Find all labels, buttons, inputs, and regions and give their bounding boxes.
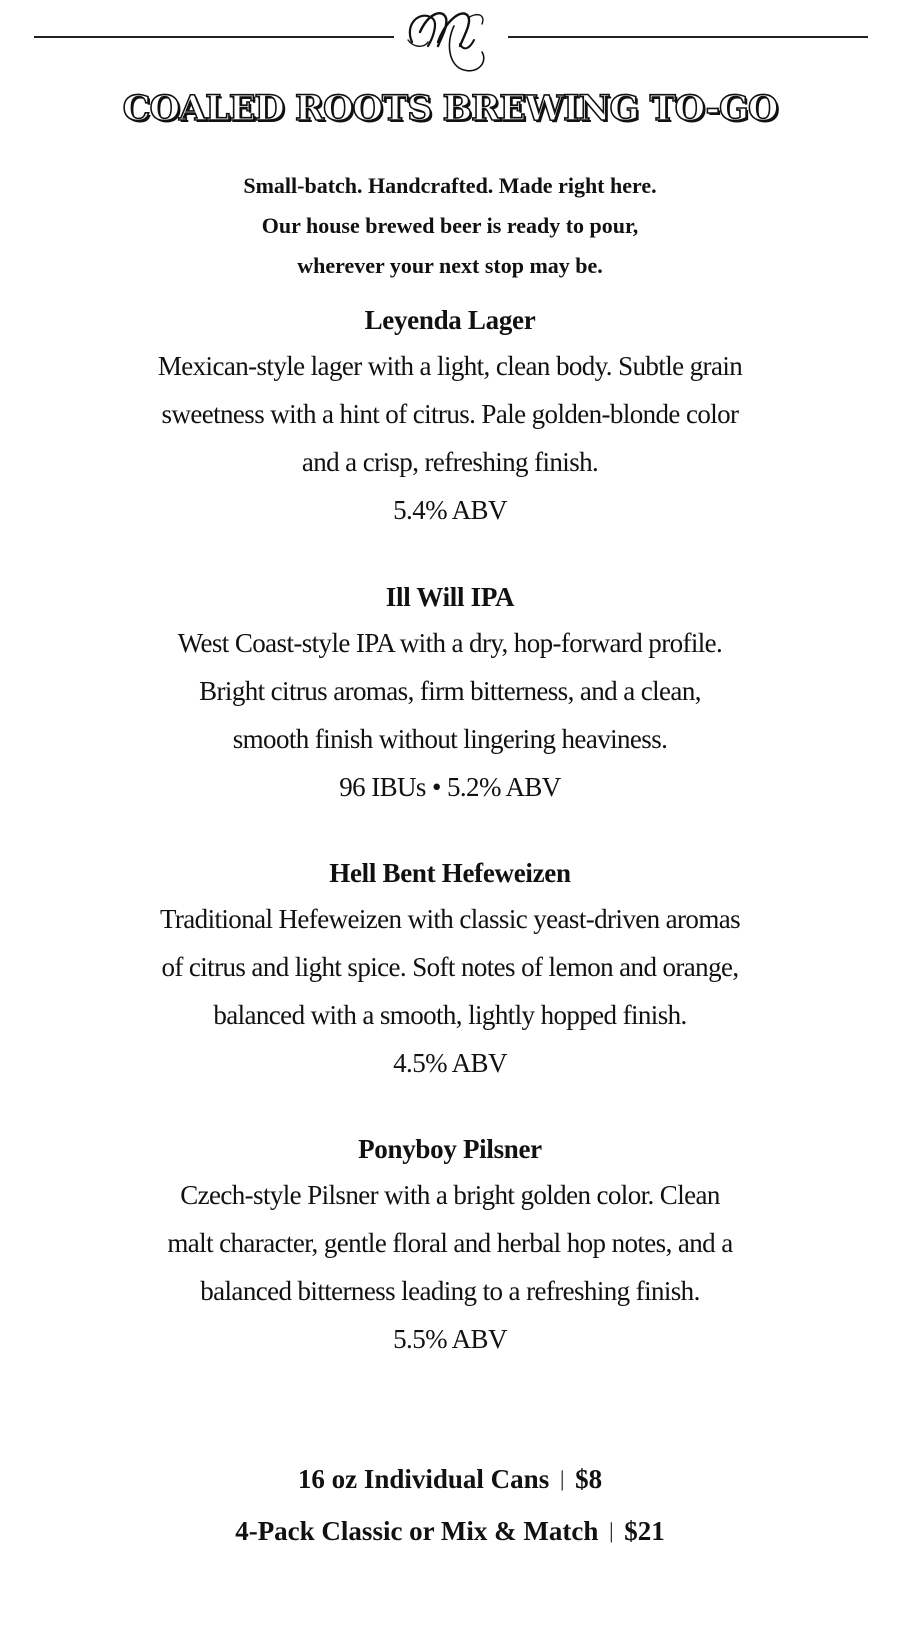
beer-description-line: balanced bitterness leading to a refreshing finish.: [200, 1276, 700, 1306]
price-separator: |: [609, 1518, 614, 1543]
beer-stats: 5.5% ABV: [393, 1324, 507, 1354]
price-value: $8: [575, 1464, 603, 1494]
beer-name: Ill Will IPA: [385, 582, 515, 612]
beer-stats: 4.5% ABV: [393, 1048, 507, 1078]
beer-description-line: West Coast-style IPA with a dry, hop-forward profile.: [177, 628, 723, 658]
divider-right: [508, 36, 868, 38]
beer-stats: 96 IBUs • 5.2% ABV: [339, 772, 561, 802]
beer-item-ponyboy-pilsner: [0, 1127, 900, 1363]
beer-description-line: balanced with a smooth, lightly hopped finish.: [213, 1000, 687, 1030]
beer-description-line: sweetness with a hint of citrus. Pale golden-blonde color: [161, 399, 739, 429]
beer-description-line: Mexican-style lager with a light, clean body. Subtle grain: [157, 351, 743, 381]
beer-description-line: Bright citrus aromas, firm bitterness, and a clean,: [199, 676, 701, 706]
beer-name: Ponyboy Pilsner: [358, 1134, 542, 1164]
divider-left: [34, 36, 394, 38]
beer-description-line: Traditional Hefeweizen with classic yeast-driven aromas: [159, 904, 741, 934]
beer-description-line: of citrus and light spice. Soft notes of lemon and orange,: [161, 952, 739, 982]
monogram-header: [0, 0, 900, 80]
beer-stats: 5.4% ABV: [393, 495, 507, 525]
intro-text: [0, 166, 900, 286]
beer-item-leyenda-lager: [0, 298, 900, 534]
beer-description-line: and a crisp, refreshing finish.: [301, 447, 599, 477]
intro-line: Small-batch. Handcrafted. Made right here.: [243, 173, 657, 198]
price-label: 16 oz Individual Cans: [297, 1464, 550, 1494]
price-separator: |: [559, 1466, 565, 1491]
pricing-section: [0, 1454, 900, 1558]
page-title: COALED ROOTS BREWING TO-GO: [122, 88, 778, 129]
beer-name: Hell Bent Hefeweizen: [329, 858, 571, 888]
price-line-cans: [0, 1454, 900, 1506]
beer-name: Leyenda Lager: [364, 305, 536, 335]
price-line-four-pack: [0, 1506, 900, 1558]
intro-line: Our house brewed beer is ready to pour,: [261, 213, 639, 238]
price-label: 4-Pack Classic or Mix & Match: [235, 1516, 599, 1546]
script-m-monogram-icon: [398, 2, 502, 78]
beer-item-hell-bent-hefeweizen: [0, 851, 900, 1087]
beer-description-line: malt character, gentle floral and herbal hop notes, and a: [167, 1228, 733, 1258]
beer-description-line: smooth finish without lingering heaviness.: [232, 724, 668, 754]
price-value: $21: [624, 1516, 665, 1546]
intro-line: wherever your next stop may be.: [297, 253, 603, 278]
beer-description-line: Czech-style Pilsner with a bright golden color. Clean: [180, 1180, 720, 1210]
beer-item-ill-will-ipa: [0, 575, 900, 811]
